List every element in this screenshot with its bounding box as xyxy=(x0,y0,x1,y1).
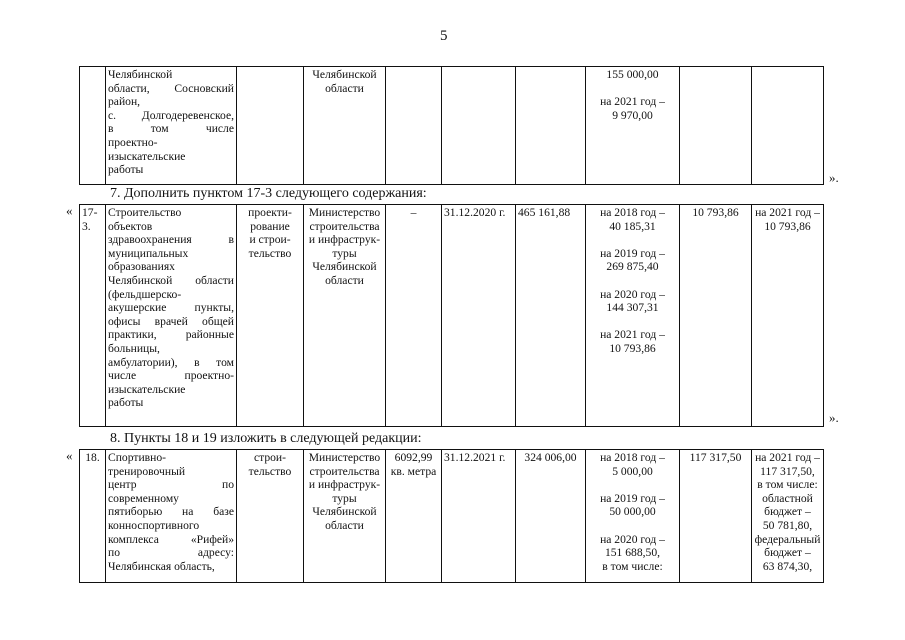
cell-line: и строи- xyxy=(249,233,291,247)
table-row xyxy=(80,450,824,583)
cell-line: больницы, xyxy=(108,341,160,355)
opening-quote: « xyxy=(66,448,73,463)
closing-quote: ». xyxy=(829,170,839,185)
section-heading-8: 8. Пункты 18 и 19 изложить в следующей редакции: xyxy=(110,431,422,446)
cell-line: на 2021 год – xyxy=(755,206,820,219)
cell-line: области xyxy=(325,273,364,287)
opening-quote: « xyxy=(66,203,73,218)
page-number: 5 xyxy=(440,28,448,44)
cell-line: изыскательские xyxy=(108,149,186,163)
closing-quote: ». xyxy=(829,410,839,425)
cell-line: области xyxy=(325,518,364,532)
cell-line: 50 781,80, xyxy=(762,518,813,532)
table-row xyxy=(80,67,824,185)
cell-line: в том числе xyxy=(108,122,234,136)
cell-cost: 465 161,88 xyxy=(516,205,586,427)
cell-line: проектно- xyxy=(108,135,158,149)
cell-line: объектов xyxy=(108,219,153,233)
cell-financing xyxy=(586,67,680,185)
cell-line: кв. метра xyxy=(390,464,437,478)
cell-line: район, xyxy=(108,95,141,109)
table-item-18 xyxy=(79,449,824,583)
cell-number xyxy=(80,67,106,185)
cell-line: Строительство xyxy=(108,206,182,219)
cell-amount: 10 793,86 xyxy=(680,205,752,427)
cell-line xyxy=(588,478,677,492)
cell-line: 144 307,31 xyxy=(606,301,659,315)
cell-line: конноспортивного xyxy=(108,518,200,532)
cell-line: тельство xyxy=(248,464,292,478)
cell-cost xyxy=(516,67,586,185)
cell-line xyxy=(588,519,677,533)
cell-line: Спортивно- xyxy=(108,451,166,464)
cell-line: работы xyxy=(108,163,144,177)
cell-line: 63 874,30, xyxy=(762,559,813,573)
cell-work-type xyxy=(237,450,304,583)
cell-line: по адресу: xyxy=(108,546,234,560)
cell-line: Челябинской области xyxy=(108,273,234,287)
cell-line: бюджет – xyxy=(764,505,811,519)
cell-line: пятиборью на базе xyxy=(108,505,234,519)
cell-line xyxy=(588,233,677,247)
cell-line: 9 970,00 xyxy=(612,108,653,122)
cell-line: на 2019 год – xyxy=(600,491,665,505)
cell-executor xyxy=(304,450,386,583)
cell-line xyxy=(588,82,677,96)
section-heading-7: 7. Дополнить пунктом 17-3 следующего содержания: xyxy=(110,186,427,201)
cell-line: 117 317,50, xyxy=(760,464,815,478)
cell-line: на 2021 год – xyxy=(600,328,665,342)
cell-line: 50 000,00 xyxy=(609,505,656,519)
cell-date: 31.12.2020 г. xyxy=(442,205,516,427)
cell-line: 5 000,00 xyxy=(612,464,653,478)
cell-line: работы xyxy=(108,396,144,410)
cell-line: области xyxy=(325,81,364,95)
cell-line: строительства xyxy=(309,219,380,233)
table-row xyxy=(80,205,824,427)
cell-line: областной xyxy=(762,491,813,505)
cell-line: (фельдшерско- xyxy=(108,287,182,301)
cell-executor xyxy=(304,67,386,185)
cell-line: Челябинской xyxy=(312,260,377,274)
cell-object-name xyxy=(106,67,237,185)
cell-line: Челябинской xyxy=(108,68,173,81)
cell-plan xyxy=(752,450,824,583)
cell-line: муниципальных xyxy=(108,246,189,260)
cell-line: строительства xyxy=(309,464,380,478)
cell-line: тельство xyxy=(248,246,292,260)
cell-work-type xyxy=(237,67,304,185)
cell-line: на 2018 год – xyxy=(600,451,665,464)
cell-line: на 2021 год – xyxy=(600,95,665,109)
cell-amount xyxy=(680,67,752,185)
cell-line: 10 793,86 xyxy=(764,219,811,233)
cell-capacity: – xyxy=(386,205,442,427)
cell-line: офисы врачей общей xyxy=(108,314,234,328)
cell-number: 17-3. xyxy=(80,205,106,427)
cell-line: современному xyxy=(108,491,179,505)
cell-line: 155 000,00 xyxy=(606,68,659,81)
cell-line: на 2019 год – xyxy=(600,246,665,260)
cell-line: на 2018 год – xyxy=(600,206,665,219)
cell-line: туры xyxy=(332,491,357,505)
cell-line: 40 185,31 xyxy=(609,219,656,233)
cell-line: на 2020 год – xyxy=(600,287,665,301)
cell-line: бюджет – xyxy=(764,546,811,560)
cell-line: 269 875,40 xyxy=(606,260,659,274)
cell-line: здравоохранения в xyxy=(108,233,234,247)
cell-line: образованиях xyxy=(108,260,175,274)
cell-line: области, Сосновский xyxy=(108,81,234,95)
cell-line xyxy=(588,315,677,329)
cell-line: амбулатории), в том xyxy=(108,355,234,369)
cell-capacity xyxy=(386,67,442,185)
cell-line: тренировочный xyxy=(108,464,186,478)
cell-line: Челябинской xyxy=(312,68,377,81)
cell-line: в том числе: xyxy=(757,478,818,492)
cell-financing xyxy=(586,205,680,427)
cell-line: на 2021 год – xyxy=(755,451,820,464)
cell-line: Челябинская область, xyxy=(108,559,215,573)
cell-line xyxy=(588,274,677,288)
cell-executor xyxy=(304,205,386,427)
cell-plan xyxy=(752,67,824,185)
cell-line: проекти- xyxy=(248,206,292,219)
cell-line: комплекса «Рифей» xyxy=(108,532,234,546)
cell-line: с. Долгодеревенское, xyxy=(108,108,234,122)
cell-line: 10 793,86 xyxy=(609,341,656,355)
cell-line: Челябинской xyxy=(312,505,377,519)
cell-line: федеральный xyxy=(754,532,821,546)
cell-date xyxy=(442,67,516,185)
cell-financing xyxy=(586,450,680,583)
cell-line: числе проектно- xyxy=(108,369,234,383)
cell-date: 31.12.2021 г. xyxy=(442,450,516,583)
cell-line: центр по xyxy=(108,478,234,492)
cell-line: и инфраструк- xyxy=(308,233,381,247)
cell-line: Министерство xyxy=(308,451,381,464)
table-item-17-3 xyxy=(79,204,824,427)
cell-object-name xyxy=(106,450,237,583)
cell-line: в том числе: xyxy=(602,559,663,573)
cell-cost: 324 006,00 xyxy=(516,450,586,583)
cell-object-name xyxy=(106,205,237,427)
cell-line: изыскательские xyxy=(108,382,186,396)
cell-line: на 2020 год – xyxy=(600,532,665,546)
cell-line: и инфраструк- xyxy=(308,478,381,492)
table-continuation xyxy=(79,66,824,185)
cell-capacity xyxy=(386,450,442,583)
cell-work-type xyxy=(237,205,304,427)
cell-line: рование xyxy=(250,219,290,233)
cell-line: строи- xyxy=(253,451,286,464)
cell-plan xyxy=(752,205,824,427)
cell-line: туры xyxy=(332,246,357,260)
cell-line: 6092,99 xyxy=(394,451,433,464)
cell-amount: 117 317,50 xyxy=(680,450,752,583)
cell-number: 18. xyxy=(80,450,106,583)
cell-line: практики, районные xyxy=(108,328,234,342)
cell-line: Министерство xyxy=(308,206,381,219)
cell-line: акушерские пункты, xyxy=(108,301,234,315)
cell-line: 151 688,50, xyxy=(604,546,661,560)
